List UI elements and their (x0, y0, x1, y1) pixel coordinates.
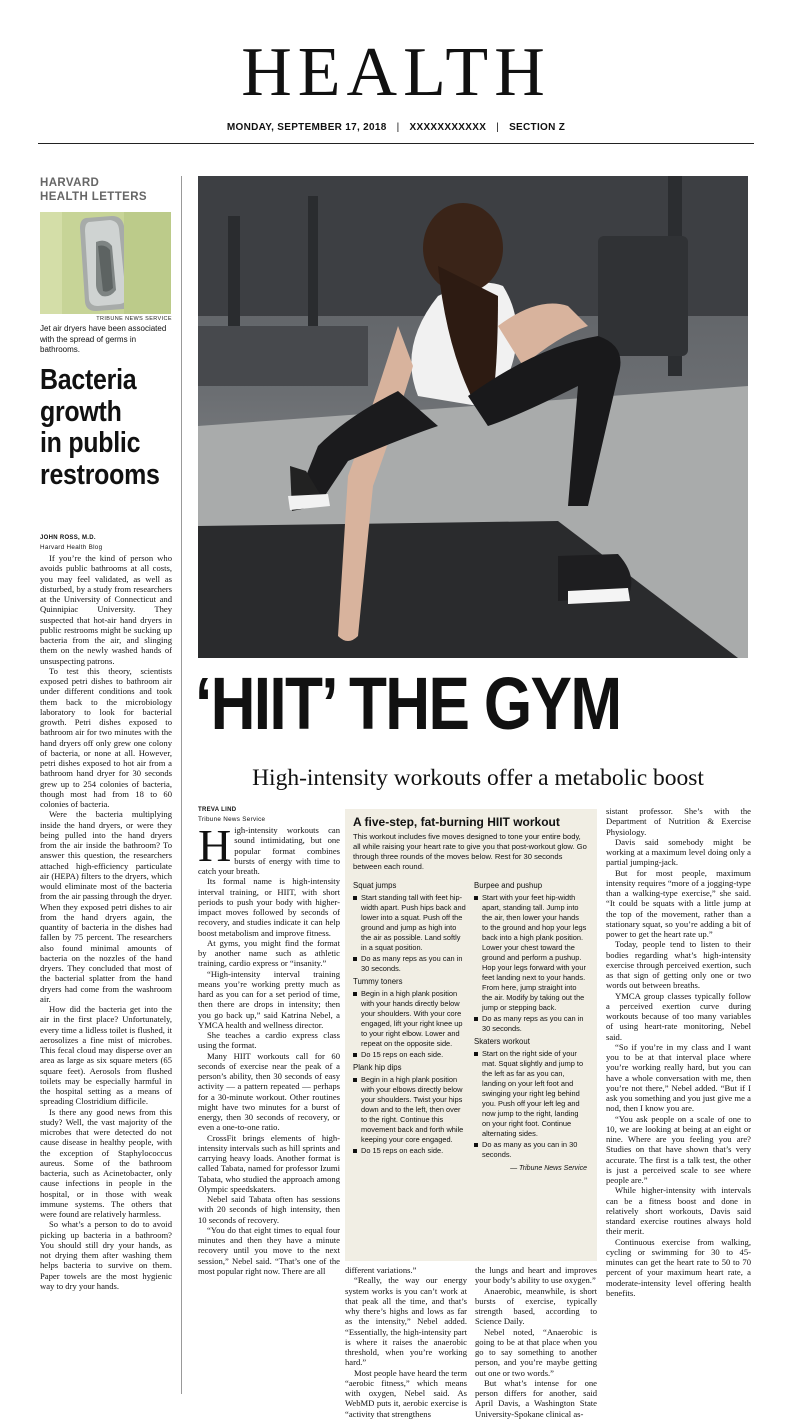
hand-dryer-photo (40, 212, 171, 314)
paragraph: Anaerobic, meanwhile, is short bursts of exercise, typically strength based, according to Science Daily. (475, 1285, 597, 1327)
exercise-name: Squat jumps (353, 881, 397, 890)
column-divider (181, 176, 182, 1394)
paragraph: “You do that eight times to equal four minutes and then they have a minute recovery until you move to the next session,” Nebel said. “That’s one of the most popular right now. There are all (198, 1224, 340, 1276)
paragraph: But what’s intense for one person differs for another, said April Davis, a Washington State University-Spokane clinical as- (475, 1377, 597, 1419)
paragraph: YMCA group classes typically follow a perceived exertion curve during workouts because of too many variables of using heart-rate monitoring, Nebel said. (606, 990, 751, 1042)
exercise-step: Do as many reps as you can in 30 seconds. (474, 1014, 587, 1034)
paragraph: “Really, the way our energy system works is you can’t work at that peak all the time, and that’s why there’s highs and lows as far as the intensity,” Nebel added. “Essentially, the high-intensity part is where it raises the anaerobic threshold, when you’re working hard.” (345, 1275, 467, 1368)
headline-line: in public (40, 427, 141, 459)
paragraph: Most people have heard the term “aerobic fitness,” which means with oxygen, Nebel said. As WebMD puts it, aerobic exercise is “activity that strengthens (345, 1367, 467, 1419)
headline-line: Bacteria (40, 364, 137, 396)
exercise-step: Do as many reps as you can in 30 seconds. (353, 954, 466, 974)
exercise-step: Begin in a high plank position with your elbows directly below your shoulders. Twist your hips down and to the left, then over to the right. Continue this movement back and forth while keeping your core engaged. (353, 1075, 466, 1145)
paragraph: While higher-intensity with intervals can be a fitness boost and done in relatively short workouts, Davis said standard exercise routines always hold their merit. (606, 1185, 751, 1237)
paragraph: Is there any good news from this study? Well, the vast majority of the microbes that were detected do not cause disease in healthy people, with the exception of Staphylococcus aureus. Some of the bathroom bacteria, such as Acinetobacter, only cause infections in people in the hospital, or in those with weak immune systems. The others that were found are relatively harmless. (40, 1106, 172, 1219)
main-headline: ‘HIIT’ THE GYM (195, 662, 621, 745)
exercise-step: Start on the right side of your mat. Squat slightly and jump to the left as far as you can, landing on your left foot and swinging your right leg behind you. Push off your left leg and now jump to the right, landing on your right foot. Continue alternating sides. (474, 1049, 587, 1139)
sidebar-byline (40, 534, 172, 552)
sidebar-kicker (40, 176, 175, 204)
paragraph: “So if you’re in my class and I want you to be at that interval place where you’re working really hard, but you can have a whole conversation with me, then you’re not there,” Nebel added. “But if I ask you something and you just give me a nod, then I know you are. (606, 1041, 751, 1114)
kicker-line: HARVARD (40, 177, 100, 189)
exercise-step: Begin in a high plank position with your hands directly below your shoulders. With your core engaged, lift your right knee up to your right elbow. Lower and repeat on the opposite side. (353, 989, 466, 1049)
byline-org: Harvard Health Blog (40, 544, 103, 551)
kicker-line: HEALTH LETTERS (40, 191, 147, 203)
masthead-rule (38, 143, 754, 144)
exercise-name: Skaters workout (474, 1037, 530, 1046)
exercise-step: Start with your feet hip-width apart, standing tall. Jump into the air, then lower your hands to the ground and hop your legs back into a high plank position. Lower your chest toward the ground and perform a pushup. Hop your legs forward with your feet landing next to your hands. From here, jump straight into the air. Modify by taking out the jump or stepping back. (474, 893, 587, 1013)
woman-exercising-illustration (198, 176, 748, 658)
paragraph: Many HIIT workouts call for 60 seconds of exercise near the peak of a person’s ability, then 30 seconds of easy activity — a pattern repeated — perhaps for a 30-minute workout. Other routines might have two minutes for a burst of energy, then 30 seconds of recovery, or even a one-to-one ratio. (198, 1050, 340, 1133)
paragraph: Davis said somebody might be working at a maximum level doing only a partial jumping-jack. (606, 836, 751, 868)
box-left-column (353, 878, 466, 1174)
byline-name: JOHN ROSS, M.D. (40, 535, 96, 541)
box-intro: This workout includes five moves designed to tone your entire body, all while raising your heart rate to give you that post-workout glow. Go through three rounds of the moves below. Rest for 30 seconds between each round. (353, 832, 587, 871)
exercise-name: Plank hip dips (353, 1063, 402, 1072)
drop-cap: H (198, 820, 232, 871)
section-masthead: HEALTH (241, 34, 551, 111)
paragraph: Today, people tend to listen to their bodies regarding what’s high-intensity exercise through perceived exertion, such as that sign of getting only one or two words out between breaths. (606, 939, 751, 991)
paragraph: But for most people, maximum intensity requires “more of a jogging-type than a walking-type exercise,” she said. “It could be squats with a little jump at the top of the movement, rather than a stationary squat, so you’re adding a bit of power to get the heart rate up.” (606, 867, 751, 939)
issue-date: MONDAY, SEPTEMBER 17, 2018 (226, 122, 387, 133)
paragraph: the lungs and heart and improves your body’s ability to use oxygen.” (475, 1265, 597, 1286)
paragraph: CrossFit brings elements of high-intensity intervals such as hill sprints and carrying heavy loads. Another format is called Tabata, named for professor Izumi Tabata, who studied the approach among Olympic speedskaters. (198, 1132, 340, 1194)
headline-line: restrooms (40, 458, 160, 491)
sidebar-article-body (40, 553, 172, 1395)
paragraph: Were the bacteria multiplying inside the hand dryers, or were they being pulled into the hand dryers from the air inside the bathroom? To answer this question, the researchers attached high-efficiency particulate air (HEPA) filters to the dryers, which would eliminate most of the bacteria from the air passing through the dryer. When they exposed petri dishes to air from the hand dryers again, the quantity of bacteria in the dishes had fallen by 75 percent. The researchers also found minimal amounts of bacteria on the nozzles of the hand dryers. They concluded that most of the bacterial splatter from the hand dryers had come from the washroom air. (40, 809, 172, 1004)
main-article-col-1 (198, 820, 340, 1396)
headline-line: growth (40, 395, 122, 428)
photo-caption: Jet air dryers have been associated with the spread of germs in bathrooms. (40, 324, 167, 354)
exercise-name: Burpee and pushup (474, 881, 543, 890)
main-article-col-3 (475, 1265, 597, 1419)
main-article-col-4 (606, 806, 751, 1396)
paragraph: different variations.” (345, 1265, 417, 1275)
paragraph: To test this theory, scientists exposed petri dishes to bathroom air under different conditions and took them back to the microbiology laboratory to look for bacterial growth. Petri dishes exposed to bathroom air for two minutes with the hand dryers off only grew one colony of bacteria, or none at all. However, petri dishes exposed to hot air from a bathroom hand dryer for 30 seconds grew up to 254 colonies of bacteria, though most had from 18 to 60 colonies of bacteria. (40, 665, 172, 809)
exercise-step: Start standing tall with feet hip-width apart. Push hips back and lower into a squat. Push off the ground and jump as high into the air as possible. Land softly in a squat position. (353, 893, 466, 953)
paragraph: So what’s a person to do to avoid picking up bacteria in a bathroom? You should still dry your hands, as not drying them after washing them helps bacteria to survive on them. Paper towels are the most hygienic way to dry your hands. (40, 1219, 172, 1291)
workout-info-box (345, 809, 597, 1261)
exercise-step: Do 15 reps on each side. (353, 1050, 466, 1060)
paragraph: She teaches a cardio express class using the format. (198, 1030, 340, 1051)
box-title: A five-step, fat-burning HIIT workout (353, 815, 560, 829)
exercise-step: Do 15 reps on each side. (353, 1146, 466, 1156)
paragraph: If you’re the kind of person who avoids public bathrooms at all costs, you may feel validated, as well as disturbed, by a study from researchers at the University of Connecticut and Quinnipiac University. They suspected that hot-air hand dryers in public restrooms might be sucking up bacteria from the air, and slinging them on the newly washed hands of unsuspecting patrons. (40, 553, 172, 666)
box-right-column (474, 878, 587, 1174)
exercise-step: Do as many as you can in 30 seconds. (474, 1140, 587, 1160)
photo-credit: TRIBUNE NEWS SERVICE (96, 316, 172, 322)
paragraph: Nebel said Tabata often has sessions with 20 seconds of high intensity, then 10 seconds of recovery. (198, 1194, 340, 1225)
paragraph: Continuous exercise from walking, cycling or swimming for 30 to 45-minutes can get the heart rate to 50 to 70 percent of your maximum heart rate, a moderate-intensity level offering health benefits. (606, 1236, 751, 1298)
paragraph: Its formal name is high-intensity interval training, or HIIT, with short periods to push your body with higher-impact moves followed by seconds of recovery, and studies indicate it can help boost metabolism and improve fitness. (198, 876, 340, 938)
exercise-name: Tummy toners (353, 977, 403, 986)
edition-placeholder: XXXXXXXXXXX (409, 122, 487, 133)
box-source: — Tribune News Service (510, 1165, 587, 1172)
hand-dryer-illustration (40, 212, 171, 314)
paragraph: “You ask people on a scale of one to 10, we are looking at being at an eight or nine. Where are you feeling you are? Studies on that have shown that’s very accurate. The first is a talk test, the other is just a perceived scale to see where people are.” (606, 1113, 751, 1185)
byline-org: Tribune News Service (198, 816, 266, 823)
paragraph: At gyms, you might find the format by another name such as athletic training, cardio express or “insanity.” (198, 937, 340, 969)
gym-workout-photo (198, 176, 748, 658)
paragraph: igh-intensity workouts can sound intimidating, but one popular format combines bursts of energy with time to catch your breath. (198, 825, 340, 876)
paragraph: “High-intensity interval training means you’re working pretty much as hard as you can for a set period of time, then there are drops in intensity; then you go back up,” said Katrina Nebel, a YMCA health and wellness director. (198, 968, 340, 1030)
main-subhead: High-intensity workouts offer a metabolic boost (252, 765, 704, 791)
paragraph: How did the bacteria get into the air in the first place? Unfortunately, every time a lidless toilet is flushed, it aerosolizes a fine mist of microbes. This fecal cloud may disperse over an area as large as six square meters (65 square feet). Aerosols from flushed toilets may be especially harmful in the hospital setting as a means of spreading Clostridium difficile. (40, 1004, 172, 1107)
sidebar-headline (40, 365, 160, 491)
main-article-col-2 (345, 1265, 467, 1419)
paragraph: sistant professor. She’s with the Department of Nutrition & Exercise Physiology. (606, 806, 751, 837)
section-label: SECTION Z (509, 122, 566, 133)
byline-name: TREVA LIND (198, 807, 237, 813)
paragraph: Nebel noted, “Anaerobic is going to be at that place when you go to say something to another person, and you’re maybe getting out one or two words.” (475, 1326, 597, 1378)
dateline: MONDAY, SEPTEMBER 17, 2018 | XXXXXXXXXXX | SECTION Z (226, 122, 566, 133)
